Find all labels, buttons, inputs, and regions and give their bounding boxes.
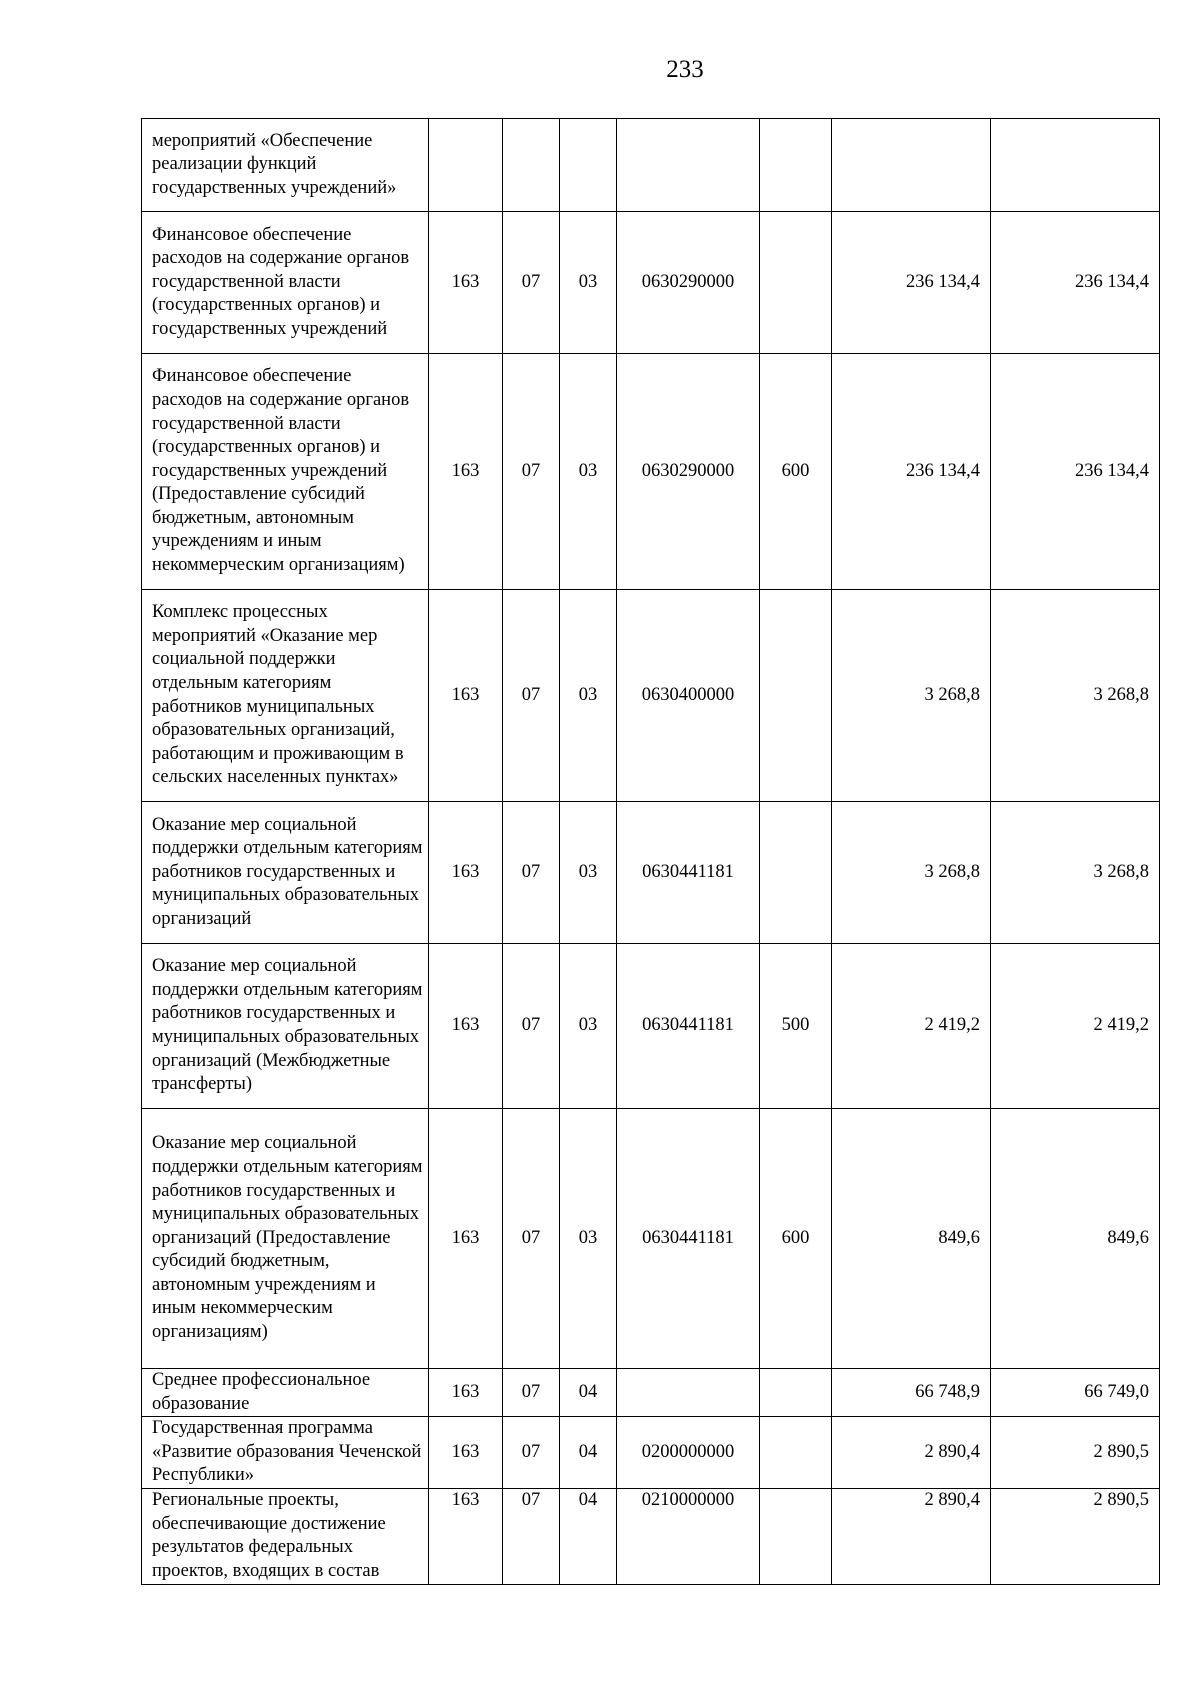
row-pr: 04: [560, 1489, 617, 1584]
row-csr: 0630400000: [617, 590, 760, 802]
row-sum2: 2 890,5: [991, 1489, 1160, 1584]
row-name: Комплекс процессных мероприятий «Оказание мер социальной поддержки отдельным категориям работников муниципальных образовательных организаций, работающим и проживающим в сельских населенных пунктах»: [142, 590, 429, 802]
table-row: [142, 212, 1160, 354]
row-sum1: [832, 119, 991, 212]
row-ved: 163: [429, 1109, 503, 1369]
row-csr: 0630441181: [617, 944, 760, 1109]
row-sum1: 2 419,2: [832, 944, 991, 1109]
row-ved: 163: [429, 590, 503, 802]
row-sum1: 66 748,9: [832, 1369, 991, 1417]
row-csr: 0210000000: [617, 1489, 760, 1584]
row-rz: 07: [503, 212, 560, 354]
row-rz: 07: [503, 944, 560, 1109]
row-pr: 03: [560, 354, 617, 590]
row-pr: 03: [560, 944, 617, 1109]
row-sum2: 3 268,8: [991, 590, 1160, 802]
row-sum2: 849,6: [991, 1109, 1160, 1369]
row-pr: [560, 119, 617, 212]
row-name: Оказание мер социальной поддержки отдельным категориям работников государственных и муниципальных образовательных организаций (Предоставление субсидий бюджетным, автономным учреждениям и иным некоммерческим организациям): [142, 1109, 429, 1369]
row-pr: 03: [560, 802, 617, 944]
row-pr: 03: [560, 590, 617, 802]
row-vr: [760, 1489, 832, 1584]
row-name: Финансовое обеспечение расходов на содержание органов государственной власти (государственных органов) и государственных учреждений: [142, 212, 429, 354]
table-row: [142, 1489, 1160, 1584]
row-name: Оказание мер социальной поддержки отдельным категориям работников государственных и муниципальных образовательных организаций (Межбюджетные трансферты): [142, 944, 429, 1109]
row-sum1: 236 134,4: [832, 212, 991, 354]
budget-table: [141, 118, 1160, 1585]
table-row: [142, 1369, 1160, 1417]
row-name: Финансовое обеспечение расходов на содержание органов государственной власти (государственных органов) и государственных учреждений (Предоставление субсидий бюджетным, автономным учреждениям и иным некоммерческим организациям): [142, 354, 429, 590]
row-sum2: 3 268,8: [991, 802, 1160, 944]
row-sum1: 2 890,4: [832, 1489, 991, 1584]
row-csr: 0200000000: [617, 1417, 760, 1489]
row-sum1: 3 268,8: [832, 802, 991, 944]
row-sum2: 66 749,0: [991, 1369, 1160, 1417]
row-ved: 163: [429, 1417, 503, 1489]
row-sum1: 2 890,4: [832, 1417, 991, 1489]
row-rz: 07: [503, 590, 560, 802]
row-rz: [503, 119, 560, 212]
row-pr: 04: [560, 1417, 617, 1489]
row-rz: 07: [503, 1109, 560, 1369]
row-ved: 163: [429, 1489, 503, 1584]
row-ved: 163: [429, 212, 503, 354]
row-ved: [429, 119, 503, 212]
row-sum2: 2 419,2: [991, 944, 1160, 1109]
row-csr: [617, 1369, 760, 1417]
row-name: Государственная программа «Развитие образования Чеченской Республики»: [142, 1417, 429, 1489]
table-row: [142, 1417, 1160, 1489]
row-vr: 500: [760, 944, 832, 1109]
row-ved: 163: [429, 354, 503, 590]
row-sum1: 3 268,8: [832, 590, 991, 802]
page-number: 233: [666, 56, 704, 83]
row-ved: 163: [429, 1369, 503, 1417]
row-vr: [760, 212, 832, 354]
row-csr: 0630441181: [617, 802, 760, 944]
row-sum2: 2 890,5: [991, 1417, 1160, 1489]
table-row: [142, 119, 1160, 212]
row-vr: [760, 119, 832, 212]
table-row: [142, 354, 1160, 590]
table-row: [142, 590, 1160, 802]
row-rz: 07: [503, 1369, 560, 1417]
row-name: Среднее профессиональное образование: [142, 1369, 429, 1417]
row-sum2: [991, 119, 1160, 212]
row-csr: [617, 119, 760, 212]
row-pr: 04: [560, 1369, 617, 1417]
row-rz: 07: [503, 354, 560, 590]
row-name: Оказание мер социальной поддержки отдельным категориям работников государственных и муниципальных образовательных организаций: [142, 802, 429, 944]
row-sum2: 236 134,4: [991, 354, 1160, 590]
row-rz: 07: [503, 802, 560, 944]
row-pr: 03: [560, 1109, 617, 1369]
table-row: [142, 1109, 1160, 1369]
row-vr: [760, 1417, 832, 1489]
row-vr: 600: [760, 1109, 832, 1369]
row-ved: 163: [429, 802, 503, 944]
row-ved: 163: [429, 944, 503, 1109]
row-vr: 600: [760, 354, 832, 590]
row-sum1: 236 134,4: [832, 354, 991, 590]
table-row: [142, 944, 1160, 1109]
row-name: Региональные проекты, обеспечивающие достижение результатов федеральных проектов, входящих в состав: [142, 1489, 429, 1584]
row-vr: [760, 1369, 832, 1417]
row-pr: 03: [560, 212, 617, 354]
row-name: мероприятий «Обеспечение реализации функций государственных учреждений»: [142, 119, 429, 212]
row-csr: 0630441181: [617, 1109, 760, 1369]
row-vr: [760, 802, 832, 944]
row-rz: 07: [503, 1417, 560, 1489]
row-vr: [760, 590, 832, 802]
row-sum2: 236 134,4: [991, 212, 1160, 354]
row-rz: 07: [503, 1489, 560, 1584]
row-csr: 0630290000: [617, 354, 760, 590]
row-csr: 0630290000: [617, 212, 760, 354]
table-row: [142, 802, 1160, 944]
row-sum1: 849,6: [832, 1109, 991, 1369]
